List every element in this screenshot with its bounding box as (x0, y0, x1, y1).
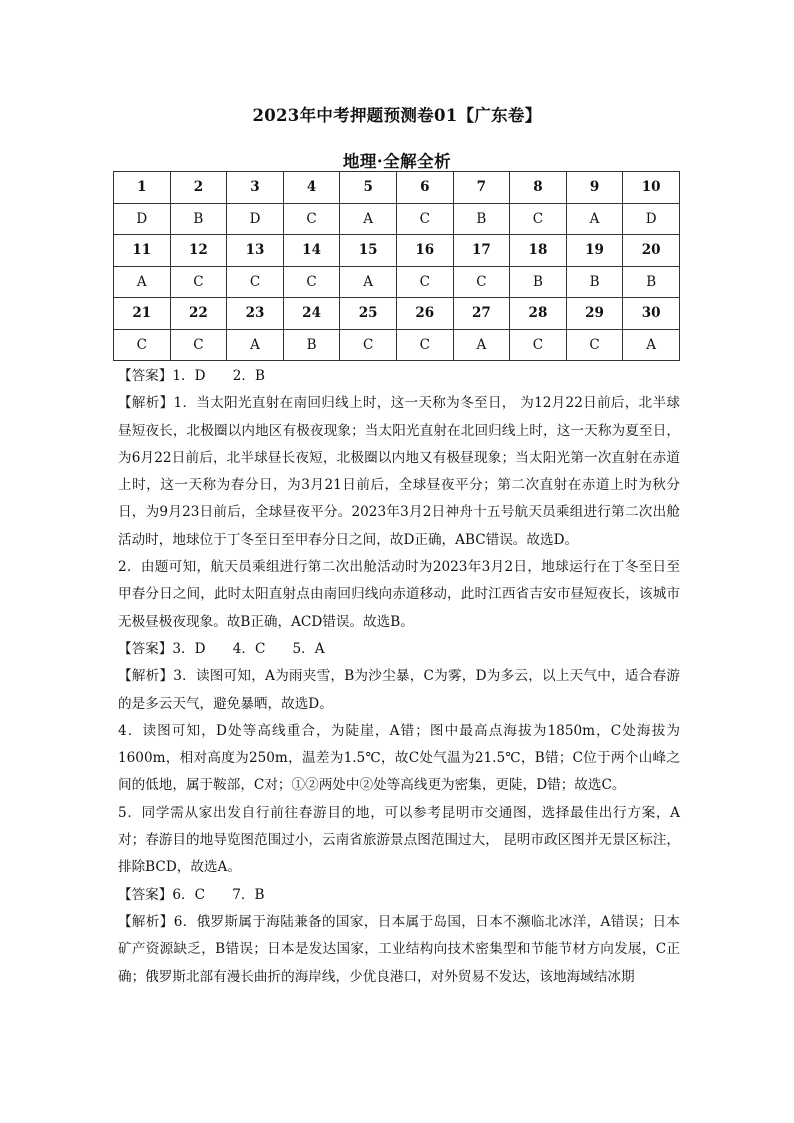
question-number-cell: 24 (283, 298, 340, 330)
question-number-cell: 20 (623, 235, 680, 267)
answer-cell: D (114, 203, 171, 235)
answer-cell: A (114, 266, 171, 298)
answer-line: 【答案】6．C 7．B (118, 886, 265, 903)
explanation-paragraph: 【解析】1．当太阳光直射在南回归线上时，这一天称为冬至日， 为12月22日前后，北半球昼短夜长，北极圈以内地区有极夜现象；当太阳光直射在北回归线上时，这一天称为夏至日，为6月22日前后，北半球昼长夜短，北极圈以内地又有极昼现象；当太阳光第一次直射在赤道上时，这一天称为春分日，为3月21日前后，全球昼夜平分；第二次直射在赤道上时为秋分日，为9月23日前后，全球昼夜平分。2023年3月2日神舟十五号航天员乘组进行第二次出舱活动时，地球位于丁冬至日至甲春分日之间，故D正确，ABC错误。故选D。 (118, 395, 680, 548)
question-number-cell: 19 (566, 235, 623, 267)
question-number-cell: 15 (340, 235, 397, 267)
answer-cell: B (623, 266, 680, 298)
question-number-cell: 22 (170, 298, 227, 330)
answer-cell: C (170, 266, 227, 298)
answer-cell: C (396, 266, 453, 298)
question-number-cell: 28 (510, 298, 567, 330)
question-number-cell: 9 (566, 172, 623, 204)
question-number-row (114, 235, 680, 267)
question-number-cell: 26 (396, 298, 453, 330)
answer-cell: C (340, 329, 397, 361)
answer-row (114, 203, 680, 235)
question-number-cell: 2 (170, 172, 227, 204)
question-number-cell: 27 (453, 298, 510, 330)
question-number-cell: 8 (510, 172, 567, 204)
question-number-cell: 13 (227, 235, 284, 267)
answer-cell: B (510, 266, 567, 298)
question-number-cell: 3 (227, 172, 284, 204)
answer-cell: B (566, 266, 623, 298)
answer-cell: C (114, 329, 171, 361)
explanation-paragraph: 【解析】6．俄罗斯属于海陆兼备的国家，日本属于岛国，日本不濒临北冰洋，A错误；日本矿产资源缺乏，B错误；日本是发达国家，工业结构向技术密集型和节能节材方向发展，C正确；俄罗斯北部有漫长曲折的海岸线，少优良港口，对外贸易不发达，该地海域结冰期 (118, 913, 680, 985)
answer-cell: C (283, 203, 340, 235)
answer-cell: C (283, 266, 340, 298)
document-title: 2023年中考押题预测卷01【广东卷】 (252, 106, 542, 125)
answer-cell: A (340, 266, 397, 298)
question-number-cell: 16 (396, 235, 453, 267)
question-number-cell: 25 (340, 298, 397, 330)
answer-cell: B (170, 203, 227, 235)
answer-table (113, 171, 680, 361)
answer-row (114, 329, 680, 361)
question-number-cell: 23 (227, 298, 284, 330)
answer-cell: B (453, 203, 510, 235)
answer-cell: C (170, 329, 227, 361)
explanation-paragraph: 5．同学需从家出发自行前往春游目的地，可以参考昆明市交通图，选择最佳出行方案，A对；春游目的地导览图范围过小，云南省旅游景点图范围过大， 昆明市政区图并无景区标注，排除BCD，故选A。 (118, 804, 680, 876)
answer-line: 【答案】3．D 4．C 5．A (118, 640, 325, 657)
explanation-paragraph: 4．读图可知，D处等高线重合，为陡崖，A错；图中最高点海拔为1850m，C处海拔为1600m，相对高度为250m，温差为1.5℃，故C处气温为21.5℃，B错；C位于两个山峰之间的低地，属于鞍部，C对；①②两处中②处等高线更为密集，更陡，D错；故选C。 (118, 722, 680, 794)
question-number-cell: 5 (340, 172, 397, 204)
question-number-row (114, 172, 680, 204)
answer-cell: C (396, 203, 453, 235)
answer-cell: D (227, 203, 284, 235)
question-number-cell: 17 (453, 235, 510, 267)
document-subtitle: 地理·全解全析 (342, 152, 452, 171)
question-number-cell: 12 (170, 235, 227, 267)
question-number-cell: 4 (283, 172, 340, 204)
explanation-paragraph: 【解析】3．读图可知，A为雨夹雪，B为沙尘暴，C为雾，D为多云，以上天气中，适合春游的是多云天气，避免暴晒，故选D。 (118, 668, 680, 712)
question-number-cell: 6 (396, 172, 453, 204)
question-number-cell: 30 (623, 298, 680, 330)
question-number-cell: 18 (510, 235, 567, 267)
answer-row (114, 266, 680, 298)
explanation-paragraph: 2．由题可知，航天员乘组进行第二次出舱活动时为2023年3月2日，地球运行在丁冬至日至甲春分日之间，此时太阳直射点由南回归线向赤道移动，此时江西省吉安市昼短夜长，该城市无极昼极夜现象。故B正确，ACD错误。故选B。 (118, 559, 680, 630)
answer-cell: D (623, 203, 680, 235)
answer-cell: A (227, 329, 284, 361)
answer-cell: C (566, 329, 623, 361)
question-number-cell: 7 (453, 172, 510, 204)
answer-cell: A (566, 203, 623, 235)
question-number-cell: 21 (114, 298, 171, 330)
answer-cell: C (453, 266, 510, 298)
question-number-cell: 11 (114, 235, 171, 267)
answer-cell: C (510, 329, 567, 361)
question-number-row (114, 298, 680, 330)
answer-line: 【答案】1．D 2．B (118, 368, 265, 384)
question-number-cell: 10 (623, 172, 680, 204)
answer-cell: A (623, 329, 680, 361)
explanation-body (118, 363, 680, 991)
answer-cell: B (283, 329, 340, 361)
answer-cell: C (227, 266, 284, 298)
question-number-cell: 14 (283, 235, 340, 267)
question-number-cell: 1 (114, 172, 171, 204)
answer-cell: C (396, 329, 453, 361)
answer-cell: C (510, 203, 567, 235)
question-number-cell: 29 (566, 298, 623, 330)
answer-cell: A (453, 329, 510, 361)
answer-cell: A (340, 203, 397, 235)
